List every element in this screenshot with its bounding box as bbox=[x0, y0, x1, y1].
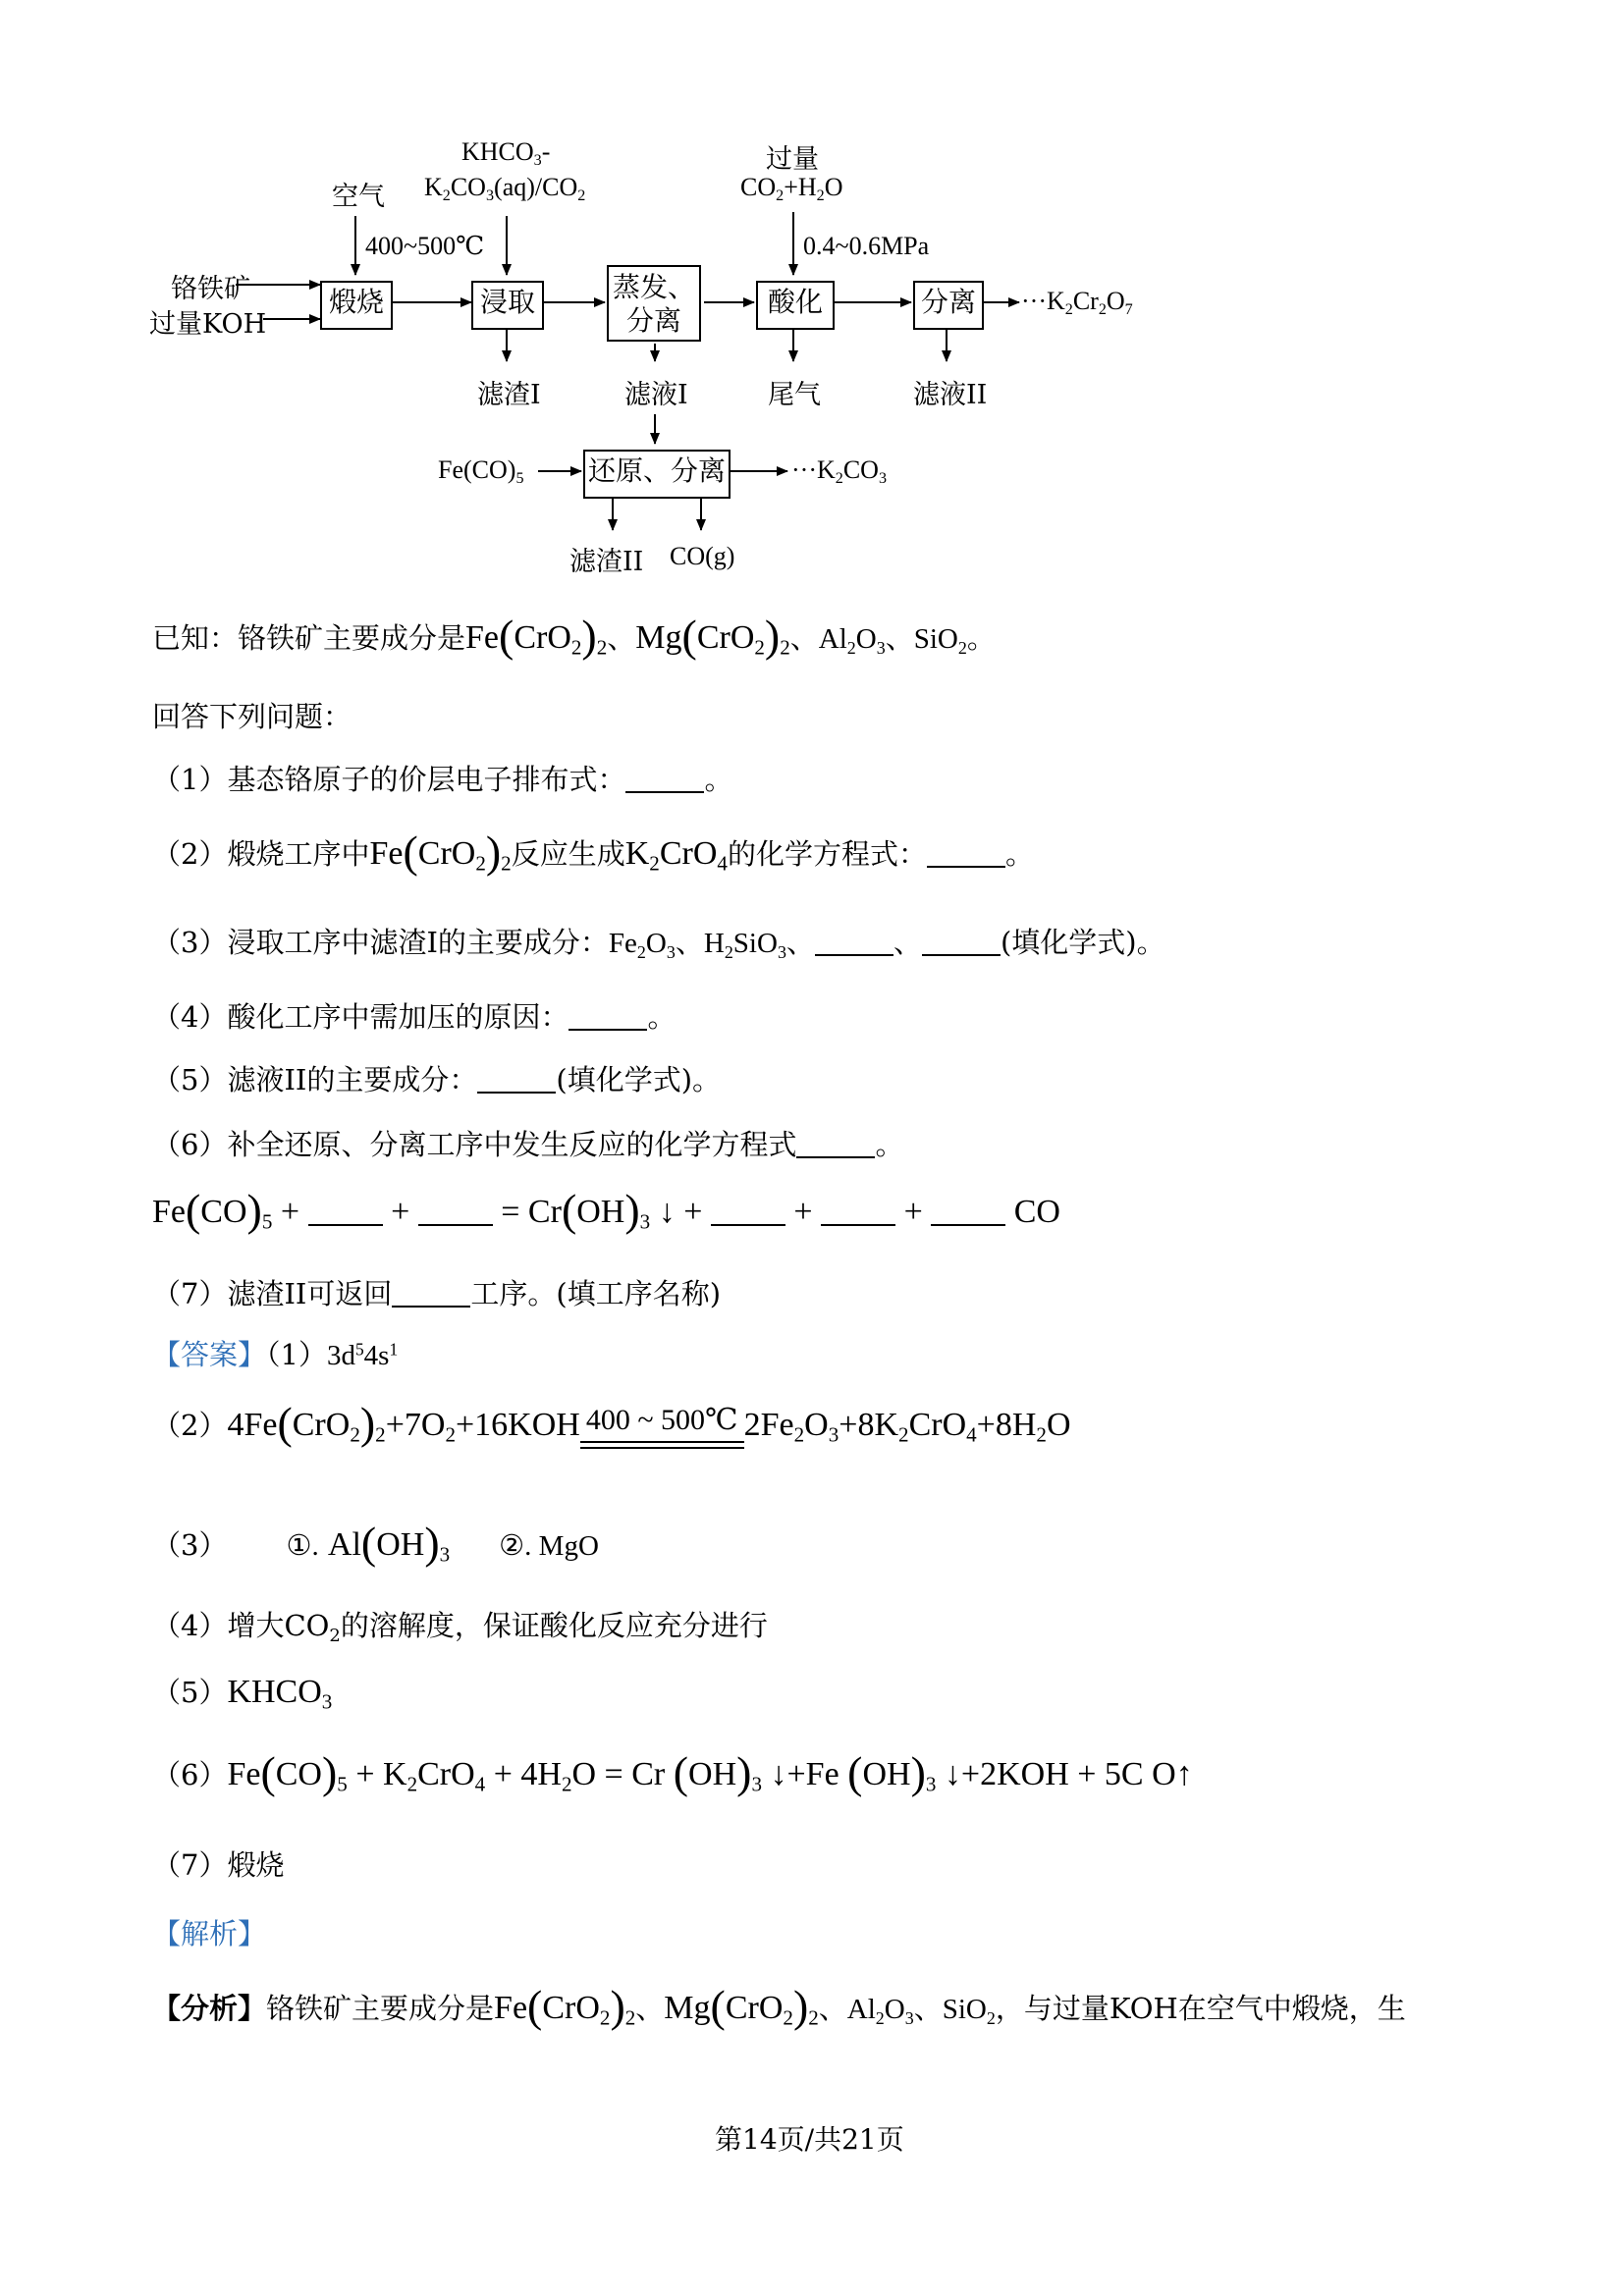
answer-blank[interactable] bbox=[308, 1199, 383, 1226]
answer-blank[interactable] bbox=[568, 1003, 647, 1031]
acid-reagent-line1: 过量 bbox=[766, 144, 819, 175]
answer-blank[interactable] bbox=[625, 766, 704, 793]
separate-label: 分离 bbox=[920, 286, 976, 318]
reduce-label: 还原、分离 bbox=[587, 454, 726, 487]
co-gas-label: CO(g) bbox=[670, 542, 735, 570]
evaporate-label-1: 蒸发、 bbox=[612, 271, 695, 303]
reaction-condition: 400 ~ 500℃ bbox=[580, 1406, 744, 1449]
leach-box bbox=[471, 281, 544, 330]
answer-blank[interactable] bbox=[821, 1199, 895, 1226]
separate-box bbox=[913, 281, 984, 330]
residue-2-label: 滤渣II bbox=[569, 547, 644, 577]
calcine-label: 煅烧 bbox=[328, 286, 384, 318]
evaporate-box bbox=[607, 265, 701, 342]
pressure-label: 0.4~0.6MPa bbox=[803, 232, 930, 260]
evaporate-label-2: 分离 bbox=[625, 304, 681, 337]
answer-blank[interactable] bbox=[711, 1199, 785, 1226]
answer-5: $(5)KHCO_3$ bbox=[152, 1674, 333, 1714]
answer-2: $(2)4Fe(CrO_2)_2+7O_2+16KOH$ 400 ~ 500℃ $2Fe_2O_3+8K_2CrO_4+8H_2O$ bbox=[152, 1397, 1071, 1448]
flow-arrows bbox=[137, 137, 1159, 589]
k2co3-product: $\cdot\cdot\cdot K_2CO_3$ bbox=[791, 455, 888, 488]
answer-blank[interactable] bbox=[392, 1280, 470, 1308]
k2cr2o7-product: $\cdot\cdot\cdot K_2Cr_2O_7$ bbox=[1021, 287, 1133, 319]
answer-6: $(6)Fe(CO)_5 + K_2CrO_4 + 4H_2O = Cr$ $(OH)_3$ ↓+Fe $(OH)_3$ ↓+2KOH + 5C O↑ bbox=[152, 1746, 1193, 1797]
residue-1-label: 滤渣I bbox=[477, 380, 541, 410]
question-3: （3）浸取工序中滤渣I的主要成分：$Fe_2O_3$、$H_2SiO_3$、 、 (填化学式)。 bbox=[152, 926, 1165, 962]
air-label: 空气 bbox=[332, 182, 385, 212]
temperature-label: 400~500℃ bbox=[365, 232, 485, 260]
question-6-equation: $Fe(CO)_5$ + + = $Cr(OH)_3$ ↓ + + + CO bbox=[152, 1184, 1060, 1235]
answer-1: 【答案】$(1)3d^54s^1$ bbox=[152, 1338, 399, 1371]
answer-tag: 【答案】 bbox=[152, 1338, 267, 1371]
feco5-label: $Fe(CO)_5$ bbox=[438, 455, 524, 488]
leach-reagent-line1: $KHCO_3-$ bbox=[461, 137, 551, 170]
process-flow-diagram bbox=[137, 137, 1159, 589]
koh-label: 过量KOH bbox=[149, 309, 267, 340]
leach-label: 浸取 bbox=[479, 286, 535, 318]
question-2: （2）煅烧工序中$Fe(CrO_2)_2$反应生成$K_2CrO_4$的化学方程式： 。 bbox=[152, 826, 1034, 877]
question-4: （4）酸化工序中需加压的原因： 。 bbox=[152, 1000, 677, 1034]
answer-4: （4）增大$CO_2$的溶解度，保证酸化反应充分进行 bbox=[152, 1609, 768, 1646]
acidify-box bbox=[756, 281, 835, 330]
reduce-separate-box bbox=[583, 450, 731, 499]
answer-blank[interactable] bbox=[931, 1199, 1005, 1226]
leach-reagent-line2: $K_2CO_3(aq)/CO_2$ bbox=[424, 173, 586, 205]
acidify-label: 酸化 bbox=[767, 286, 823, 318]
answer-blank[interactable] bbox=[796, 1131, 875, 1158]
question-prompt: 回答下列问题： bbox=[152, 700, 352, 733]
answer-3: （3） ①. $Al(OH)_3$ ②. MgO bbox=[152, 1517, 599, 1568]
answer-blank[interactable] bbox=[418, 1199, 493, 1226]
analysis-tag: 【解析】 bbox=[152, 1917, 267, 1950]
filtrate-2-label: 滤液II bbox=[913, 380, 988, 410]
question-7: （7）滤渣II可返回 工序。(填工序名称) bbox=[152, 1277, 722, 1310]
analysis-paragraph: 【分析】铬铁矿主要成分是$Fe(CrO_2)_2$、$Mg(CrO_2)_2$、$Al_2O_3$、SiO$_2$，与过量KOH在空气中煅烧，生 bbox=[152, 1980, 1406, 2031]
filtrate-1-label: 滤液I bbox=[624, 380, 688, 410]
acid-reagent-line2: $CO_2+H_2O$ bbox=[740, 173, 843, 205]
tail-gas-label: 尾气 bbox=[768, 380, 821, 410]
known-statement: 已知：铬铁矿主要成分是$Fe(CrO_2)_2$、$Mg(CrO_2)_2$、$Al_2O_3$、SiO$_2$。 bbox=[152, 610, 996, 661]
answer-blank[interactable] bbox=[815, 929, 893, 956]
ore-label: 铬铁矿 bbox=[171, 274, 250, 304]
answer-blank[interactable] bbox=[477, 1066, 556, 1094]
question-6: （6）补全还原、分离工序中发生反应的化学方程式 。 bbox=[152, 1128, 904, 1161]
question-1: （1）基态铬原子的价层电子排布式： 。 bbox=[152, 763, 733, 796]
answer-blank[interactable] bbox=[922, 929, 1001, 956]
calcine-box bbox=[320, 281, 393, 330]
answer-7: （7）煅烧 bbox=[152, 1848, 285, 1882]
question-5: （5）滤液II的主要成分： (填化学式)。 bbox=[152, 1063, 722, 1096]
page-footer: 第14页/共21页 bbox=[715, 2123, 904, 2156]
answer-blank[interactable] bbox=[927, 840, 1005, 868]
